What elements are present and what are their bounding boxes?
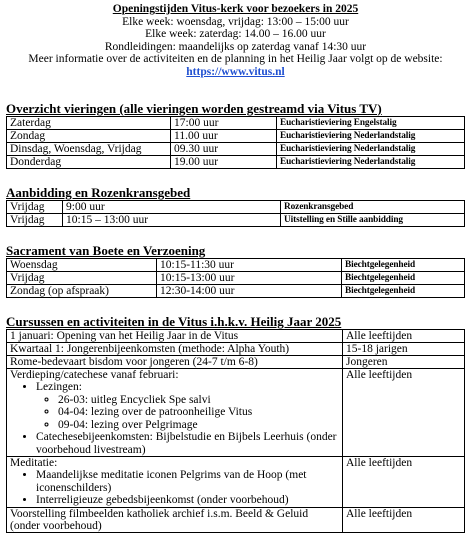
header [0, 3, 471, 79]
time-cell: 10:15-13:00 uur [157, 272, 342, 285]
day-cell: Zondag (op afspraak) [7, 285, 157, 298]
time-cell: 17:00 uur [171, 117, 277, 130]
type-cell: Eucharistieviering Nederlandstalig [277, 143, 465, 156]
type-cell: Eucharistieviering Engelstalig [277, 117, 465, 130]
sacrament-section [6, 243, 465, 298]
age-cell: Jongeren [343, 356, 465, 369]
day-cell: Zondag [7, 130, 171, 143]
cursussen-table [6, 329, 465, 533]
day-cell: Donderdag [7, 156, 171, 169]
vieringen-heading: Overzicht vieringen (alle vieringen worden gestreamd via Vitus TV) [6, 101, 382, 116]
page-title: Openingstijden Vitus-kerk voor bezoekers in 2025 [112, 3, 359, 15]
activity-cell [7, 369, 343, 457]
time-cell: 10:15-11:30 uur [157, 259, 342, 272]
type-cell: Rozenkransgebed [281, 201, 465, 214]
list-item: ◦ 26-03: uitleg Encycliek Spe salvi [58, 394, 339, 407]
sacrament-heading: Sacrament van Boete en Verzoening [6, 243, 206, 258]
age-cell: Alle leeftijden [343, 507, 465, 532]
table-row [7, 259, 465, 272]
lezingen-list [36, 394, 339, 432]
table-row [7, 356, 465, 369]
list-item: • Maandelijkse meditatie iconen Pelgrims van de Hoop (met iconenschilders) [36, 469, 339, 494]
age-cell: Alle leeftijden [343, 457, 465, 508]
table-row [7, 201, 465, 214]
time-cell: 09.30 uur [171, 143, 277, 156]
day-cell: Woensdag [7, 259, 157, 272]
aanbidding-section [6, 185, 465, 227]
meditatie-intro: Meditatie: [10, 457, 58, 469]
vieringen-table [6, 116, 465, 169]
aanbidding-heading: Aanbidding en Rozenkransgebed [6, 185, 191, 200]
list-item: • Catechesebijeenkomsten: Bijbelstudie en Bijbels Leerhuis (onder voorbehoud livestream) [36, 431, 339, 456]
list-item: • Interreligieuze gebedsbijeenkomst (onder voorbehoud) [36, 494, 339, 507]
activity-cell: Voorstelling filmbeelden katholiek archief i.s.m. Beeld & Geluid (onder voorbehoud) [7, 507, 343, 532]
table-row [7, 285, 465, 298]
cursussen-heading: Cursussen en activiteiten in de Vitus i.h.k.v. Heilig Jaar 2025 [6, 314, 342, 329]
verdieping-intro: Verdieping/catechese vanaf februari: [10, 369, 179, 381]
list-item: ◦ 09-04: lezing over Pelgrimage [58, 419, 339, 432]
table-row [7, 117, 465, 130]
age-cell: Alle leeftijden [343, 330, 465, 343]
website-link[interactable]: https://www.vitus.nl [186, 65, 285, 78]
type-cell: Eucharistieviering Nederlandstalig [277, 156, 465, 169]
table-row [7, 214, 465, 227]
lezingen-label: Lezingen: [36, 381, 82, 393]
opening-line-2: Elke week: zaterdag: 14.00 – 16.00 uur [145, 28, 326, 41]
time-cell: 19.00 uur [171, 156, 277, 169]
type-cell: Biechtgelegenheid [342, 259, 465, 272]
age-cell: 15-18 jarigen [343, 343, 465, 356]
table-row [7, 507, 465, 532]
day-cell: Vrijdag [7, 214, 63, 227]
table-row [7, 457, 465, 508]
tours-line: Rondleidingen: maandelijks op zaterdag vanaf 14:30 uur [104, 40, 367, 53]
time-cell: 12:30-14:00 uur [157, 285, 342, 298]
time-cell: 10:15 – 13:00 uur [63, 214, 281, 227]
day-cell: Vrijdag [7, 272, 157, 285]
vieringen-section [6, 101, 465, 169]
table-row [7, 330, 465, 343]
opening-line-1: Elke week: woensdag, vrijdag: 13:00 – 15:00 uur [122, 15, 349, 28]
table-row [7, 369, 465, 457]
table-row [7, 156, 465, 169]
verdieping-list [10, 381, 339, 456]
aanbidding-table [6, 200, 465, 227]
cursussen-section [6, 314, 465, 533]
activity-cell: Kwartaal 1: Jongerenbijeenkomsten (methode: Alpha Youth) [7, 343, 343, 356]
time-cell: 9:00 uur [63, 201, 281, 214]
time-cell: 11.00 uur [171, 130, 277, 143]
table-row [7, 130, 465, 143]
day-cell: Vrijdag [7, 201, 63, 214]
sacrament-table [6, 258, 465, 298]
activity-cell [7, 457, 343, 508]
list-item [36, 381, 339, 431]
age-cell: Alle leeftijden [343, 369, 465, 457]
info-line: Meer informatie over de activiteiten en de planning in het Heilig Jaar volgt op de website: [28, 53, 443, 66]
table-row [7, 143, 465, 156]
activity-cell: Rome-bedevaart bisdom voor jongeren (24-7 t/m 6-8) [7, 356, 343, 369]
meditatie-list [10, 469, 339, 507]
day-cell: Zaterdag [7, 117, 171, 130]
day-cell: Dinsdag, Woensdag, Vrijdag [7, 143, 171, 156]
type-cell: Uitstelling en Stille aanbidding [281, 214, 465, 227]
activity-cell: 1 januari: Opening van het Heilig Jaar in de Vitus [7, 330, 343, 343]
table-row [7, 343, 465, 356]
table-row [7, 272, 465, 285]
type-cell: Biechtgelegenheid [342, 272, 465, 285]
type-cell: Biechtgelegenheid [342, 285, 465, 298]
type-cell: Eucharistieviering Nederlandstalig [277, 130, 465, 143]
list-item: ◦ 04-04: lezing over de patroonheilige Vitus [58, 406, 339, 419]
